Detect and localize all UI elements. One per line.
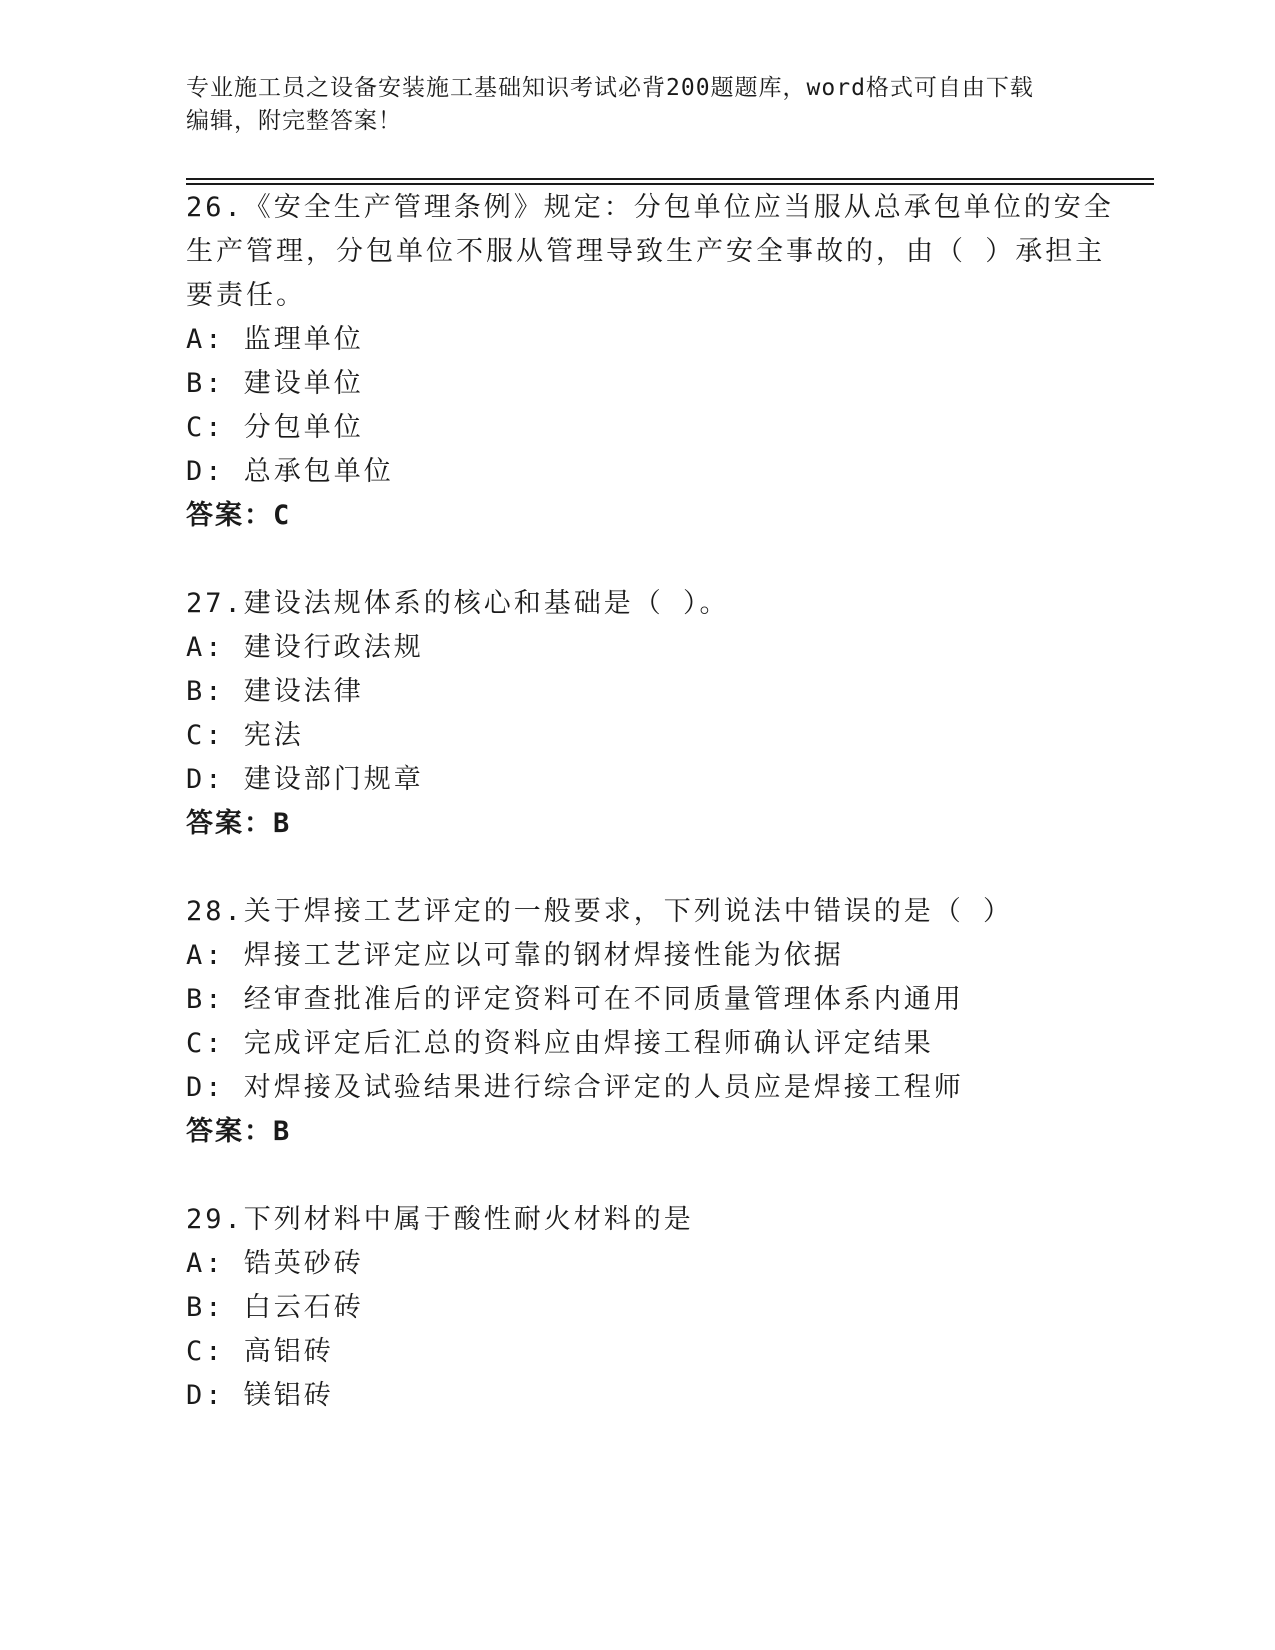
question-26-line-2: 生产管理，分包单位不服从管理导致生产安全事故的，由（ ）承担主 <box>186 236 1106 267</box>
question-28-option-c: C: 完成评定后汇总的资料应由焊接工程师确认评定结果 <box>186 1028 934 1059</box>
question-28-option-a: A: 焊接工艺评定应以可靠的钢材焊接性能为依据 <box>186 940 844 971</box>
header-divider-bottom <box>186 183 1154 185</box>
question-26-answer: 答案：C <box>186 500 292 531</box>
question-27-option-c: C: 宪法 <box>186 720 304 751</box>
question-29-line-1: 29.下列材料中属于酸性耐火材料的是 <box>186 1204 694 1235</box>
question-26-option-b: B: 建设单位 <box>186 368 364 399</box>
document-header <box>186 72 1066 138</box>
question-26-option-c: C: 分包单位 <box>186 412 364 443</box>
question-26-option-a: A: 监理单位 <box>186 324 364 355</box>
question-29-option-a: A: 锆英砂砖 <box>186 1248 364 1279</box>
question-27-line-1: 27.建设法规体系的核心和基础是（ ）。 <box>186 588 730 619</box>
header-divider-top <box>186 178 1154 180</box>
question-27-option-b: B: 建设法律 <box>186 676 364 707</box>
question-28-answer: 答案：B <box>186 1116 292 1147</box>
question-28-option-b: B: 经审查批准后的评定资料可在不同质量管理体系内通用 <box>186 984 964 1015</box>
question-27-answer: 答案：B <box>186 808 292 839</box>
question-27-option-d: D: 建设部门规章 <box>186 764 424 795</box>
question-28-line-1: 28.关于焊接工艺评定的一般要求，下列说法中错误的是（ ） <box>186 896 1014 927</box>
header-line-2: 编辑，附完整答案！ <box>186 108 402 134</box>
header-line-1: 专业施工员之设备安装施工基础知识考试必背200题题库，word格式可自由下载 <box>186 75 1034 101</box>
question-26-option-d: D: 总承包单位 <box>186 456 394 487</box>
question-29-option-b: B: 白云石砖 <box>186 1292 364 1323</box>
question-29-option-c: C: 高铝砖 <box>186 1336 334 1367</box>
question-26-line-3: 要责任。 <box>186 280 306 311</box>
question-28-option-d: D: 对焊接及试验结果进行综合评定的人员应是焊接工程师 <box>186 1072 964 1103</box>
question-27-option-a: A: 建设行政法规 <box>186 632 424 663</box>
question-29-option-d: D: 镁铝砖 <box>186 1380 334 1411</box>
question-26-line-1: 26.《安全生产管理条例》规定：分包单位应当服从总承包单位的安全 <box>186 192 1114 223</box>
